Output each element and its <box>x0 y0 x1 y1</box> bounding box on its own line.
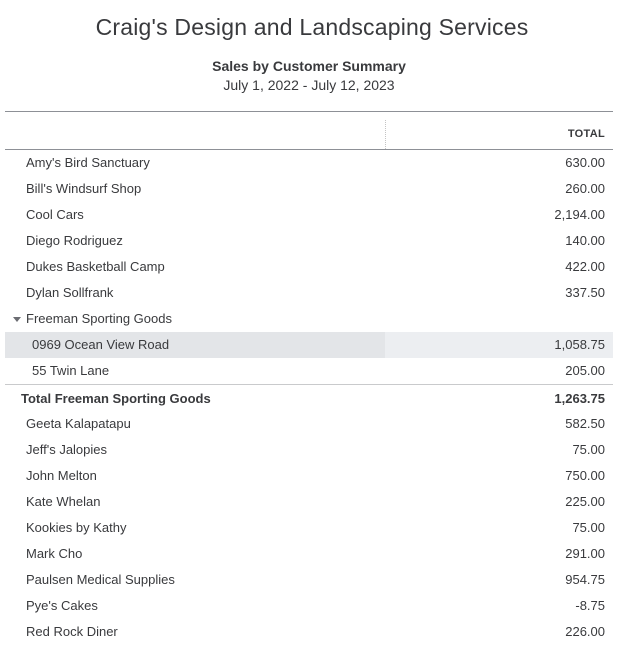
customer-row[interactable] <box>5 541 613 567</box>
customer-total[interactable]: 226.00 <box>565 624 605 639</box>
customer-name[interactable]: Jeff's Jalopies <box>26 442 108 457</box>
customer-name[interactable]: John Melton <box>26 468 97 483</box>
customer-row[interactable] <box>5 593 613 619</box>
customer-total[interactable]: 630.00 <box>565 155 605 170</box>
customer-row[interactable] <box>5 437 613 463</box>
customer-name[interactable]: Diego Rodriguez <box>26 233 123 248</box>
sub-customer-total[interactable]: 205.00 <box>565 363 605 378</box>
customer-total[interactable]: -8.75 <box>575 598 605 613</box>
customer-total[interactable]: 75.00 <box>572 442 605 457</box>
customer-row[interactable] <box>5 567 613 593</box>
customer-row[interactable] <box>5 254 613 280</box>
customer-row[interactable] <box>5 489 613 515</box>
group-total-row[interactable] <box>5 384 613 411</box>
customer-name[interactable]: Mark Cho <box>26 546 83 561</box>
customer-row[interactable] <box>5 280 613 306</box>
customer-name[interactable]: Bill's Windsurf Shop <box>26 181 142 196</box>
customer-row[interactable] <box>5 515 613 541</box>
customer-total[interactable]: 140.00 <box>565 233 605 248</box>
customer-name[interactable]: Cool Cars <box>26 207 84 222</box>
customer-group-name[interactable]: Freeman Sporting Goods <box>26 311 172 326</box>
customer-total[interactable]: 75.00 <box>572 520 605 535</box>
customer-name[interactable]: Dylan Sollfrank <box>26 285 114 300</box>
sub-customer-name[interactable]: 0969 Ocean View Road <box>32 337 170 352</box>
collapse-caret-icon[interactable] <box>13 317 21 322</box>
report-title: Sales by Customer Summary <box>212 58 406 74</box>
customer-row[interactable] <box>5 176 613 202</box>
customer-group-row[interactable] <box>5 306 613 332</box>
customer-name[interactable]: Amy's Bird Sanctuary <box>26 155 150 170</box>
customer-total[interactable]: 954.75 <box>565 572 605 587</box>
customer-row[interactable] <box>5 411 613 437</box>
group-total-amount[interactable]: 1,263.75 <box>554 391 605 406</box>
sub-customer-total[interactable]: 1,058.75 <box>554 337 605 352</box>
group-total-label: Total Freeman Sporting Goods <box>21 391 211 406</box>
customer-total[interactable]: 337.50 <box>565 285 605 300</box>
customer-total[interactable]: 225.00 <box>565 494 605 509</box>
customer-row[interactable] <box>5 619 613 645</box>
customer-row[interactable] <box>5 228 613 254</box>
customer-row[interactable] <box>5 150 613 176</box>
sub-customer-name[interactable]: 55 Twin Lane <box>32 363 110 378</box>
report-date-range: July 1, 2022 - July 12, 2023 <box>223 77 395 93</box>
table-header <box>5 112 613 150</box>
customer-name[interactable]: Kate Whelan <box>26 494 101 509</box>
customer-name[interactable]: Dukes Basketball Camp <box>26 259 165 274</box>
report-table <box>5 111 613 645</box>
sub-customer-row[interactable] <box>5 358 613 384</box>
customer-name[interactable]: Red Rock Diner <box>26 624 118 639</box>
customer-row[interactable] <box>5 202 613 228</box>
customer-name[interactable]: Geeta Kalapatapu <box>26 416 131 431</box>
customer-total[interactable]: 582.50 <box>565 416 605 431</box>
customer-row[interactable] <box>5 463 613 489</box>
customer-total[interactable]: 260.00 <box>565 181 605 196</box>
customer-name[interactable]: Kookies by Kathy <box>26 520 127 535</box>
company-name: Craig's Design and Landscaping Services <box>95 14 529 40</box>
customer-total[interactable]: 2,194.00 <box>554 207 605 222</box>
sub-customer-row[interactable] <box>5 332 613 358</box>
total-column-header[interactable]: TOTAL <box>567 128 605 140</box>
customer-total[interactable]: 291.00 <box>565 546 605 561</box>
customer-total[interactable]: 422.00 <box>565 259 605 274</box>
column-resize-handle[interactable] <box>385 120 386 149</box>
customer-name[interactable]: Paulsen Medical Supplies <box>26 572 175 587</box>
customer-name[interactable]: Pye's Cakes <box>26 598 98 613</box>
customer-total[interactable]: 750.00 <box>565 468 605 483</box>
